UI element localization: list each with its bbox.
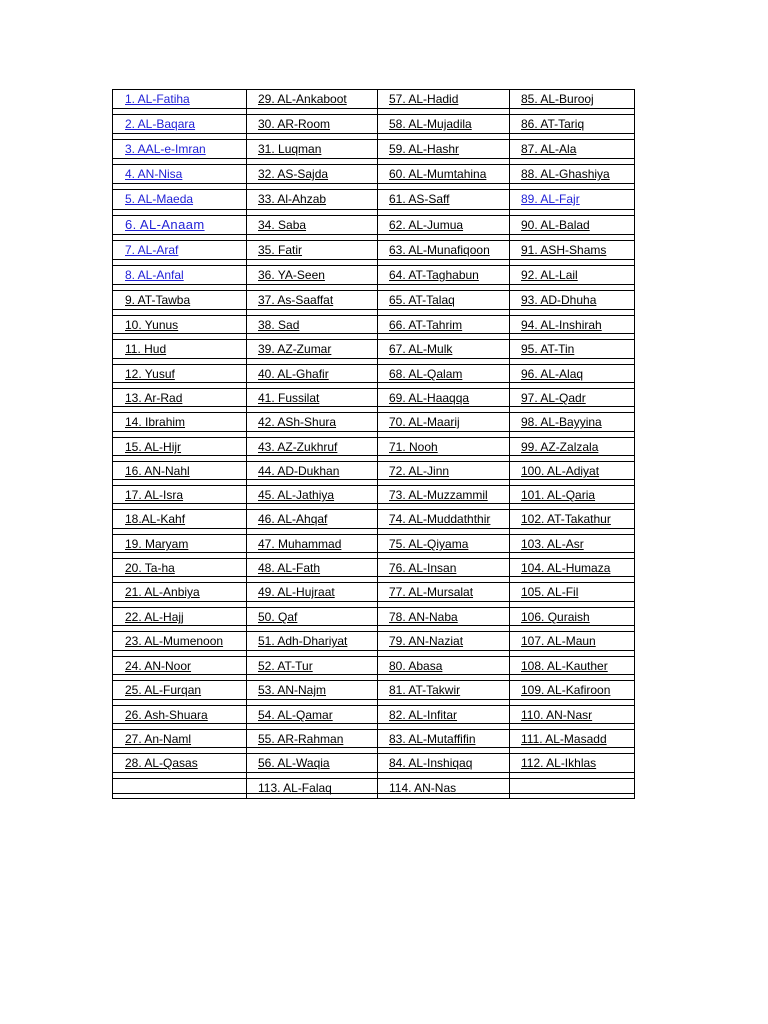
row-divider bbox=[113, 114, 634, 115]
row-divider bbox=[113, 582, 634, 583]
surah-cell: 45. AL-Jathiya bbox=[258, 488, 335, 502]
surah-cell: 16. AN-Nahl bbox=[125, 464, 190, 478]
surah-cell: 9. AT-Tawba bbox=[125, 293, 191, 307]
surah-cell: 64. AT-Taghabun bbox=[389, 268, 479, 282]
surah-cell: 101. AL-Qaria bbox=[521, 488, 596, 502]
surah-cell[interactable]: 6. AL-Anaam bbox=[125, 218, 205, 232]
surah-cell: 27. An-Naml bbox=[125, 732, 192, 746]
row-divider bbox=[113, 164, 634, 165]
row-divider bbox=[113, 461, 634, 462]
row-subdivider bbox=[113, 284, 634, 285]
surah-cell: 88. AL-Ghashiya bbox=[521, 167, 610, 181]
row-subdivider bbox=[113, 601, 634, 602]
surah-cell: 113. AL-Falaq bbox=[258, 781, 332, 795]
surah-cell: 25. AL-Furqan bbox=[125, 683, 202, 697]
row-subdivider bbox=[113, 674, 634, 675]
surah-cell: 102. AT-Takathur bbox=[521, 512, 611, 526]
surah-cell: 81. AT-Takwir bbox=[389, 683, 461, 697]
surah-cell: 76. AL-Insan bbox=[389, 561, 457, 575]
row-subdivider bbox=[113, 209, 634, 210]
row-subdivider bbox=[113, 552, 634, 553]
surah-cell: 91. ASH-Shams bbox=[521, 243, 607, 257]
surah-cell: 90. AL-Balad bbox=[521, 218, 590, 232]
row-subdivider bbox=[113, 259, 634, 260]
surah-cell: 107. AL-Maun bbox=[521, 634, 596, 648]
surah-cell: 12. Yusuf bbox=[125, 367, 175, 381]
row-divider bbox=[113, 139, 634, 140]
surah-cell: 67. AL-Mulk bbox=[389, 342, 453, 356]
row-subdivider bbox=[113, 309, 634, 310]
row-subdivider bbox=[113, 576, 634, 577]
row-subdivider bbox=[113, 503, 634, 504]
row-subdivider bbox=[113, 528, 634, 529]
surah-cell: 29. AL-Ankaboot bbox=[258, 92, 347, 106]
row-subdivider bbox=[113, 358, 634, 359]
surah-cell: 60. AL-Mumtahina bbox=[389, 167, 487, 181]
row-divider bbox=[113, 339, 634, 340]
row-subdivider bbox=[113, 333, 634, 334]
surah-cell: 94. AL-Inshirah bbox=[521, 318, 602, 332]
surah-cell: 74. AL-Muddaththir bbox=[389, 512, 491, 526]
surah-cell: 98. AL-Bayyina bbox=[521, 415, 602, 429]
row-divider bbox=[113, 189, 634, 190]
surah-cell[interactable]: 4. AN-Nisa bbox=[125, 167, 183, 181]
surah-cell: 43. AZ-Zukhruf bbox=[258, 440, 338, 454]
surah-cell: 35. Fatir bbox=[258, 243, 303, 257]
surah-cell[interactable]: 5. AL-Maeda bbox=[125, 192, 194, 206]
surah-cell: 55. AR-Rahman bbox=[258, 732, 344, 746]
surah-cell: 31. Luqman bbox=[258, 142, 322, 156]
surah-cell: 99. AZ-Zalzala bbox=[521, 440, 599, 454]
row-divider bbox=[113, 607, 634, 608]
surah-cell: 41. Fussilat bbox=[258, 391, 320, 405]
surah-cell: 30. AR-Room bbox=[258, 117, 331, 131]
surah-cell: 93. AD-Dhuha bbox=[521, 293, 597, 307]
surah-cell: 20. Ta-ha bbox=[125, 561, 175, 575]
surah-cell: 37. As-Saaffat bbox=[258, 293, 334, 307]
surah-cell: 28. AL-Qasas bbox=[125, 756, 198, 770]
surah-cell: 114. AN-Nas bbox=[389, 781, 457, 795]
surah-cell: 14. Ibrahim bbox=[125, 415, 186, 429]
row-subdivider bbox=[113, 699, 634, 700]
surah-cell: 95. AT-Tin bbox=[521, 342, 575, 356]
surah-cell: 56. AL-Waqia bbox=[258, 756, 330, 770]
row-subdivider bbox=[113, 625, 634, 626]
surah-cell[interactable]: 2. AL-Baqara bbox=[125, 117, 196, 131]
surah-cell[interactable]: 89. AL-Fajr bbox=[521, 192, 580, 206]
surah-cell: 10. Yunus bbox=[125, 318, 179, 332]
surah-cell: 46. AL-Ahqaf bbox=[258, 512, 328, 526]
surah-cell: 111. AL-Masadd bbox=[521, 732, 607, 746]
row-subdivider bbox=[113, 455, 634, 456]
row-divider bbox=[113, 315, 634, 316]
surah-cell: 77. AL-Mursalat bbox=[389, 585, 474, 599]
surah-cell: 52. AT-Tur bbox=[258, 659, 313, 673]
row-divider bbox=[113, 412, 634, 413]
surah-cell: 24. AN-Noor bbox=[125, 659, 192, 673]
row-divider bbox=[113, 753, 634, 754]
surah-cell: 38. Sad bbox=[258, 318, 300, 332]
row-divider bbox=[113, 485, 634, 486]
row-subdivider bbox=[113, 650, 634, 651]
row-subdivider bbox=[113, 133, 634, 134]
row-divider bbox=[113, 631, 634, 632]
surah-cell: 112. AL-Ikhlas bbox=[521, 756, 597, 770]
row-subdivider bbox=[113, 382, 634, 383]
row-divider bbox=[113, 729, 634, 730]
row-divider bbox=[113, 680, 634, 681]
row-subdivider bbox=[113, 158, 634, 159]
surah-cell: 106. Quraish bbox=[521, 610, 590, 624]
surah-cell: 69. AL-Haaqqa bbox=[389, 391, 470, 405]
surah-cell: 21. AL-Anbiya bbox=[125, 585, 200, 599]
surah-cell: 48. AL-Fath bbox=[258, 561, 321, 575]
row-divider bbox=[113, 437, 634, 438]
row-divider bbox=[113, 558, 634, 559]
surah-cell: 108. AL-Kauther bbox=[521, 659, 608, 673]
surah-cell: 87. AL-Ala bbox=[521, 142, 577, 156]
row-subdivider bbox=[113, 234, 634, 235]
row-divider bbox=[113, 656, 634, 657]
surah-cell: 110. AN-Nasr bbox=[521, 708, 593, 722]
row-divider bbox=[113, 215, 634, 216]
surah-cell: 53. AN-Najm bbox=[258, 683, 327, 697]
surah-cell: 40. AL-Ghafir bbox=[258, 367, 329, 381]
row-divider bbox=[113, 388, 634, 389]
surah-cell: 17. AL-Isra bbox=[125, 488, 184, 502]
surah-cell: 96. AL-Alaq bbox=[521, 367, 584, 381]
surah-cell[interactable]: 1. AL-Fatiha bbox=[125, 92, 190, 106]
row-subdivider bbox=[113, 479, 634, 480]
surah-cell: 70. AL-Maarij bbox=[389, 415, 460, 429]
row-subdivider bbox=[113, 747, 634, 748]
row-divider bbox=[113, 265, 634, 266]
surah-cell: 100. AL-Adiyat bbox=[521, 464, 600, 478]
surah-cell: 23. AL-Mumenoon bbox=[125, 634, 224, 648]
surah-cell: 80. Abasa bbox=[389, 659, 443, 673]
surah-cell: 78. AN-Naba bbox=[389, 610, 458, 624]
surah-cell: 18.AL-Kahf bbox=[125, 512, 186, 526]
surah-cell: 71. Nooh bbox=[389, 440, 438, 454]
row-subdivider bbox=[113, 108, 634, 109]
row-subdivider bbox=[113, 723, 634, 724]
surah-cell: 75. AL-Qiyama bbox=[389, 537, 469, 551]
row-divider bbox=[113, 705, 634, 706]
surah-cell: 97. AL-Qadr bbox=[521, 391, 586, 405]
surah-cell[interactable]: 8. AL-Anfal bbox=[125, 268, 184, 282]
surah-cell: 39. AZ-Zumar bbox=[258, 342, 332, 356]
row-subdivider bbox=[113, 431, 634, 432]
surah-cell: 32. AS-Sajda bbox=[258, 167, 329, 181]
surah-cell: 72. AL-Jinn bbox=[389, 464, 450, 478]
row-divider bbox=[113, 778, 634, 779]
surah-table bbox=[112, 89, 635, 799]
surah-cell: 26. Ash-Shuara bbox=[125, 708, 208, 722]
surah-cell: 13. Ar-Rad bbox=[125, 391, 183, 405]
surah-cell: 49. AL-Hujraat bbox=[258, 585, 335, 599]
surah-cell: 51. Adh-Dhariyat bbox=[258, 634, 348, 648]
surah-cell: 42. ASh-Shura bbox=[258, 415, 337, 429]
row-subdivider bbox=[113, 772, 634, 773]
row-divider bbox=[113, 240, 634, 241]
surah-cell: 36. YA-Seen bbox=[258, 268, 325, 282]
row-divider bbox=[113, 509, 634, 510]
surah-cell: 104. AL-Humaza bbox=[521, 561, 611, 575]
surah-cell: 103. AL-Asr bbox=[521, 537, 584, 551]
surah-cell: 73. AL-Muzzammil bbox=[389, 488, 488, 502]
surah-cell: 84. AL-Inshiqaq bbox=[389, 756, 473, 770]
surah-cell: 82. AL-Infitar bbox=[389, 708, 458, 722]
row-divider bbox=[113, 534, 634, 535]
surah-cell: 44. AD-Dukhan bbox=[258, 464, 340, 478]
column-divider bbox=[509, 90, 510, 798]
surah-cell: 86. AT-Tariq bbox=[521, 117, 585, 131]
surah-cell: 58. AL-Mujadila bbox=[389, 117, 472, 131]
surah-cell: 15. AL-Hijr bbox=[125, 440, 182, 454]
surah-cell: 65. AT-Talaq bbox=[389, 293, 455, 307]
surah-cell: 105. AL-Fil bbox=[521, 585, 579, 599]
surah-cell: 109. AL-Kafiroon bbox=[521, 683, 611, 697]
surah-cell: 68. AL-Qalam bbox=[389, 367, 463, 381]
surah-cell: 50. Qaf bbox=[258, 610, 298, 624]
surah-cell: 79. AN-Naziat bbox=[389, 634, 464, 648]
surah-cell: 47. Muhammad bbox=[258, 537, 342, 551]
surah-cell: 92. AL-Lail bbox=[521, 268, 578, 282]
row-subdivider bbox=[113, 406, 634, 407]
surah-cell: 59. AL-Hashr bbox=[389, 142, 460, 156]
column-divider bbox=[246, 90, 247, 798]
row-divider bbox=[113, 290, 634, 291]
surah-cell: 62. AL-Jumua bbox=[389, 218, 464, 232]
surah-cell[interactable]: 7. AL-Araf bbox=[125, 243, 179, 257]
surah-cell: 66. AT-Tahrim bbox=[389, 318, 463, 332]
surah-cell: 61. AS-Saff bbox=[389, 192, 450, 206]
column-divider bbox=[377, 90, 378, 798]
surah-cell: 85. AL-Burooj bbox=[521, 92, 594, 106]
surah-cell[interactable]: 3. AAL-e-Imran bbox=[125, 142, 206, 156]
row-subdivider bbox=[113, 183, 634, 184]
surah-cell: 54. AL-Qamar bbox=[258, 708, 333, 722]
row-divider bbox=[113, 364, 634, 365]
surah-cell: 63. AL-Munafiqoon bbox=[389, 243, 490, 257]
surah-cell: 11. Hud bbox=[125, 342, 167, 356]
surah-cell: 22. AL-Hajj bbox=[125, 610, 184, 624]
surah-cell: 83. AL-Mutaffifin bbox=[389, 732, 476, 746]
surah-cell: 33. Al-Ahzab bbox=[258, 192, 327, 206]
surah-cell: 34. Saba bbox=[258, 218, 307, 232]
surah-cell: 19. Maryam bbox=[125, 537, 189, 551]
surah-cell: 57. AL-Hadid bbox=[389, 92, 459, 106]
